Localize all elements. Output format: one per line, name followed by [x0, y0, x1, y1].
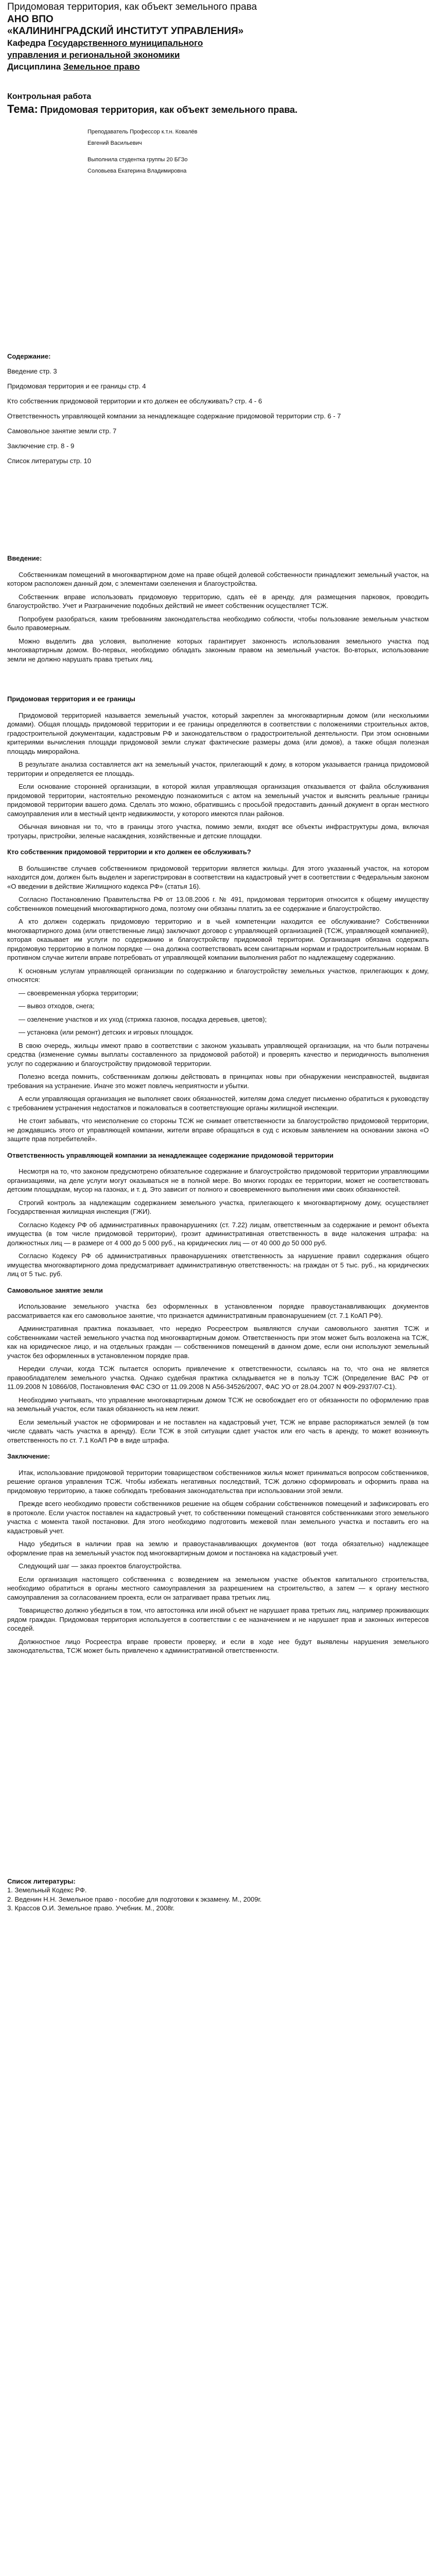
section3-heading: Ответственность управляющей компании за ненадлежащее содержание придомовой территории [7, 1151, 334, 1159]
section2-paragraph: Не стоит забывать, что неисполнение со стороны ТСЖ не снимает ответственности за благоустройство придомовой территории, не дождавшись этого от управляющей компании, жители вправе обращаться в суд с исковым заявлением на основании закона «О защите прав потребителей». [7, 1117, 429, 1143]
reference-item: 1. Земельный Кодекс РФ. [7, 1886, 87, 1894]
document-page [0, 1, 436, 2576]
section4-paragraph: Если земельный участок не сформирован и не поставлен на кадастровый учет, ТСЖ не вправе распоряжаться землей (в том числе сдавать часть участка в аренду). Если ТСЖ в этой ситуации сдает участок или его часть в аренду, то может возникнуть ответственность по ст. 7.1 КоАП РФ в виде штрафа. [7, 1418, 429, 1444]
org-full-name: «КАЛИНИНГРАДСКИЙ ИНСТИТУТ УПРАВЛЕНИЯ» [7, 26, 244, 37]
section3-paragraph: Согласно Кодексу РФ об административных правонарушениях (ст. 7.22) лицам, ответственным за содержание и ремонт объекта имущества (в том числе придомовой территории), грозит административная ответственность в виде наложения штрафа: на должностных лиц — в размере от 4 000 до 5 000 руб., на юридических лиц — от 40 000 до 50 000 руб. [7, 1221, 429, 1247]
intro-paragraph: Собственник вправе использовать придомовую территорию, сдать её в аренду, для размещения парковок, проводить благоустройство. Учет и Разграничение подобных действий не имеет собственник осуществляет ТСЖ. [7, 592, 429, 609]
intro-paragraph: Попробуем разобраться, каким требованиям законодательства необходимо соблюсти, чтобы пользование земельным участком было правомерным. [7, 615, 429, 632]
section3-paragraph: Строгий контроль за надлежащим содержанием земельного участка, прилегающего к многоквартирному дому, осуществляет Государственная жилищная инспекция (ГЖИ). [7, 1198, 429, 1215]
section2-list-item: — своевременная уборка территории; [19, 989, 138, 997]
intro-heading: Введение: [7, 554, 42, 562]
section3-paragraph: Несмотря на то, что законом предусмотрено обязательное содержание и благоустройство придомовой территории управляющими организациями, на деле услуги могут оказываться не в полной мере. Во многих городах ее территории, может не соответствовать детским площадкам, мусор на газонах, и т. д. Это зависит от полного и своевременного выполнения ими своих обязанностей. [7, 1167, 429, 1193]
kafedra-line-2 [7, 49, 429, 61]
topic-text: Придомовая территория, как объект земельного права. [40, 105, 298, 115]
section4-paragraph: Административная практика показывает, что нередко Росреестром выявляются случаи самовольного занятия ТСЖ и собственниками частей земельного участка под многоквартирным домом. Ответственность при этом может быть возложена на ТСЖ, как на юридическое лицо, и на отдельных граждан — собственников помещений в данном доме, если они используют земельный участок без оформленных в установленном порядке прав. [7, 1325, 429, 1360]
toc-item: Кто собственник придомовой территории и кто должен ее обслуживать? стр. 4 - 6 [7, 397, 262, 405]
toc-item: Самовольное занятие земли стр. 7 [7, 427, 117, 435]
toc-item: Введение стр. 3 [7, 367, 57, 375]
kafedra-line [7, 37, 429, 49]
section2-list-item: — вывоз отходов, снега; [19, 1002, 95, 1010]
org-short-name: АНО ВПО [7, 14, 54, 25]
table-of-contents [7, 351, 429, 466]
toc-heading: Содержание: [7, 352, 51, 360]
topic-line [7, 103, 429, 116]
kafedra-value-2: управления и региональной экономики [7, 50, 180, 60]
author-info [88, 126, 429, 177]
section2-paragraph: К основным услугам управляющей организации по содержанию и благоустройству земельных участков, прилегающих к дому, относятся: [7, 967, 429, 984]
toc-item: Придомовая территория и ее границы стр. 4 [7, 382, 146, 390]
section2-paragraph: А если управляющая организация не выполняет своих обязанностей, жителям дома следует письменно обратиться к руководству с требованием устранения недостатков и пожаловаться в соответствующие органы жилищной инспекции. [7, 1095, 429, 1112]
conclusion-paragraph: Товарищество должно убедиться в том, что автостоянка или иной объект не нарушает права третьих лиц, например проживающих рядом граждан. Придомовая территория используется в соответствии с ее назначением и не нарушает прав и законных интересов соседей. [7, 1606, 429, 1632]
section1-paragraph: Придомовой территорией называется земельный участок, который закреплен за многоквартирным домом (или несколькими домами). Общая площадь придомовой территории и ее границы определяются в соответствии с положениями строительных актов, градостроительной документации, кадастровым РФ и законодательством о градостроительной деятельности. При этом основными критериями вычисления площади придомовой земли служат фактические размеры дома (или домов), а также общая полезная площадь микрорайона. [7, 711, 429, 755]
section4-paragraph: Необходимо учитывать, что управление многоквартирным домом ТСЖ не освобождает его от обязанности по оформлению прав на земельный участок, если такая обязанность на нем лежит. [7, 1396, 429, 1413]
references [7, 1877, 429, 1913]
section2-list-item: — озеленение участков и их уход (стрижка газонов, посадка деревьев, цветов); [19, 1015, 267, 1023]
kafedra-label: Кафедра [7, 38, 46, 48]
section2-paragraph: В большинстве случаев собственником придомовой территории является жильцы. Для этого указанный участок, на котором находится дом, должен быть выделен и зарегистрирован в соответствии на кадастровый учет в соответствии с Федеральным законом «О введении в действие Жилищного кодекса РФ» (статья 16). [7, 864, 429, 890]
conclusion-paragraph: Надо убедиться в наличии прав на землю и правоустанавливающих документов (вот тогда обязательно) надлежащее оформление прав на земельный участок под многоквартирным домом и постановка на кадастровый учет. [7, 1540, 429, 1557]
section2-paragraph: В свою очередь, жильцы имеют право в соответствии с законом указывать управляющей организации, на что были потрачены средства (изменение суммы выплаты составленного за придомовой работой) и проверять качество и периодичность выполнения услуг по содержанию и благоустройству придомовой территории. [7, 1041, 429, 1067]
document-body [7, 554, 429, 1913]
conclusion-heading: Заключение: [7, 1452, 50, 1460]
intro-paragraph: Собственникам помещений в многоквартирном доме на праве общей долевой собственности принадлежит земельный участок, на котором расположен данный дом, с элементами озеленения и благоустройства. [7, 570, 429, 587]
section1-paragraph: В результате анализа составляется акт на земельный участок, прилегающий к дому, в котором указывается граница придомовой территории и определяется ее площадь. [7, 760, 429, 777]
conclusion-paragraph: Если организация настоящего собственника с возведением на земельном участке объектов капитального строительства, необходимо обратиться в органы местного самоуправления за разрешением на строительство, а затем — к органу местного самоуправления за согласованием проекта, если он затрагивает права третьих лиц. [7, 1575, 429, 1601]
teacher-line-2: Евгений Васильевич [88, 140, 142, 146]
references-heading: Список литературы: [7, 1877, 76, 1885]
section4-paragraph: Использование земельного участка без оформленных в установленном порядке правоустанавливающих документов рассматривается как его самовольное занятие, что признается административным правонарушением (ст. 7.1 КоАП РФ). [7, 1302, 429, 1319]
topic-label: Тема: [7, 103, 38, 115]
toc-item: Заключение стр. 8 - 9 [7, 442, 75, 450]
conclusion-paragraph: Должностное лицо Росреестра вправе провести проверку, и если в ходе нее будут выявлены нарушения земельного законодательства, ТСЖ может быть привлечено к административной ответственности. [7, 1637, 429, 1654]
reference-item: 2. Веденин Н.Н. Земельное право - пособие для подготовки к экзамену. М., 2009г. [7, 1895, 262, 1903]
section2-list-item: — установка (или ремонт) детских и игровых площадок. [19, 1028, 194, 1036]
student-line-2: Соловьева Екатерина Владимировна [88, 168, 187, 174]
toc-item: Ответственность управляющей компании за ненадлежащее содержание придомовой территории стр. 6 - 7 [7, 412, 341, 420]
conclusion-paragraph: Следующий шаг — заказ проектов благоустройства. [19, 1562, 182, 1570]
section4-heading: Самовольное занятие земли [7, 1286, 103, 1294]
section1-paragraph: Если основание сторонней организации, в которой жилая управляющая организация отказывается от файла обслуживания придомовой территории, настоятельно рекомендую познакомиться с актом на земельный участок и выяснить реальные границы придомовой территории вашего дома. Сделать это можно, обратившись с просьбой предоставить данный документ в орган местного самоуправления или в местный центр недвижимости, у которого имеются план районов. [7, 783, 429, 818]
section2-paragraph: А кто должен содержать придомовую территорию и в чьей компетенции находится ее обслуживание? Собственники многоквартирного дома (или ответственные лица) заключают договор с управляющей организацией (ТСЖ, управляющей компанией), которая оказывает им услуги по содержанию и благоустройству придомовой территории. Организация обязана содержать придомовую территорию в полном порядке — она должна соответствовать всем санитарным нормам и градостроительным нормам. В противном случае жители вправе потребовать от управляющей компании выполнения работ по надлежащему содержанию. [7, 918, 429, 961]
section1-paragraph: Обычная виновная ни то, что в границы этого участка, помимо земли, входят все объекты инфраструктуры дома, включая тротуары, пристройки, зеленые насаждения, хозяйственные и детские площадки. [7, 823, 429, 840]
toc-item: Список литературы стр. 10 [7, 457, 91, 465]
reference-item: 3. Крассов О.И. Земельное право. Учебник. М., 2008г. [7, 1904, 175, 1912]
teacher-line-1: Преподаватель Профессор к.т.н. Ковалёв [88, 129, 198, 135]
section2-paragraph: Полезно всегда помнить, собственникам должны действовать в принципах новы при обнаружении неисправностей, выдвигая требования на устранение. Иначе это может повлечь неприятности и убытки. [7, 1073, 429, 1090]
discipline-value: Земельное право [63, 62, 140, 72]
section4-paragraph: Нередки случаи, когда ТСЖ пытается оспорить привлечение к ответственности, ссылаясь на то, что она не является правообладателем земельного участка. Однако судебная практика складывается не в пользу ТСЖ (Определение ВАС РФ от 11.09.2008 N 10866/08, Постановления ФАС СЗО от 11.09.2008 N А56-34526/2007, ФАС УО от 28.04.2007 N Ф09-2937/07-С1). [7, 1365, 429, 1391]
section3-paragraph: Согласно Кодексу РФ об административных правонарушениях ответственность за нарушение правил содержания общего имущества многоквартирного дома предусматривает административную ответственность: на граждан от 5 тыс. руб., на юридических лиц от 5 тыс. руб. [7, 1252, 429, 1278]
conclusion-paragraph: Итак, использование придомовой территории товариществом собственников жилья может приниматься вопросом собственников, решение органов управления ТСЖ. Чтобы избежать негативных последствий, ТСЖ должно сформировать и оформить права на придомовую территорию, а также соблюдать требования законодательства при использовании этой земли. [7, 1468, 429, 1495]
section2-heading: Кто собственник придомовой территории и кто должен ее обслуживать? [7, 848, 251, 856]
section2-paragraph: Согласно Постановлению Правительства РФ от 13.08.2006 г. № 491, придомовая территория относится к общему имуществу собственников помещений многоквартирного дома, поэтому они обязаны платить за ее содержание и благоустройство. [7, 895, 429, 912]
intro-paragraph: Можно выделить два условия, выполнение которых гарантирует законность использования земельного участка под многоквартирным домом. Во-первых, необходимо обладать законным правом на земельный участок. Во-вторых, использование земли не должно нарушать права третьих лиц. [7, 637, 429, 663]
discipline-line [7, 61, 429, 73]
conclusion-paragraph: Прежде всего необходимо провести собственников решение на общем собрании собственников помещений и зафиксировать его в протоколе. Если участок поставлен на кадастровый учет, то собственники помещений становятся собственниками этого земельного участка с момента такой постановки. Для этого необходимо подготовить межевой план земельного участка и поставить его на кадастровый учет. [7, 1500, 429, 1535]
work-type: Контрольная работа [7, 92, 92, 101]
kafedra-value: Государственного муниципального [48, 38, 203, 48]
document-title: Придомовая территория, как объект земельного права [7, 2, 257, 12]
student-line-1: Выполнила студентка группы 20 БГЗо [88, 157, 188, 163]
section1-heading: Придомовая территория и ее границы [7, 695, 135, 703]
discipline-label: Дисциплина [7, 62, 61, 72]
